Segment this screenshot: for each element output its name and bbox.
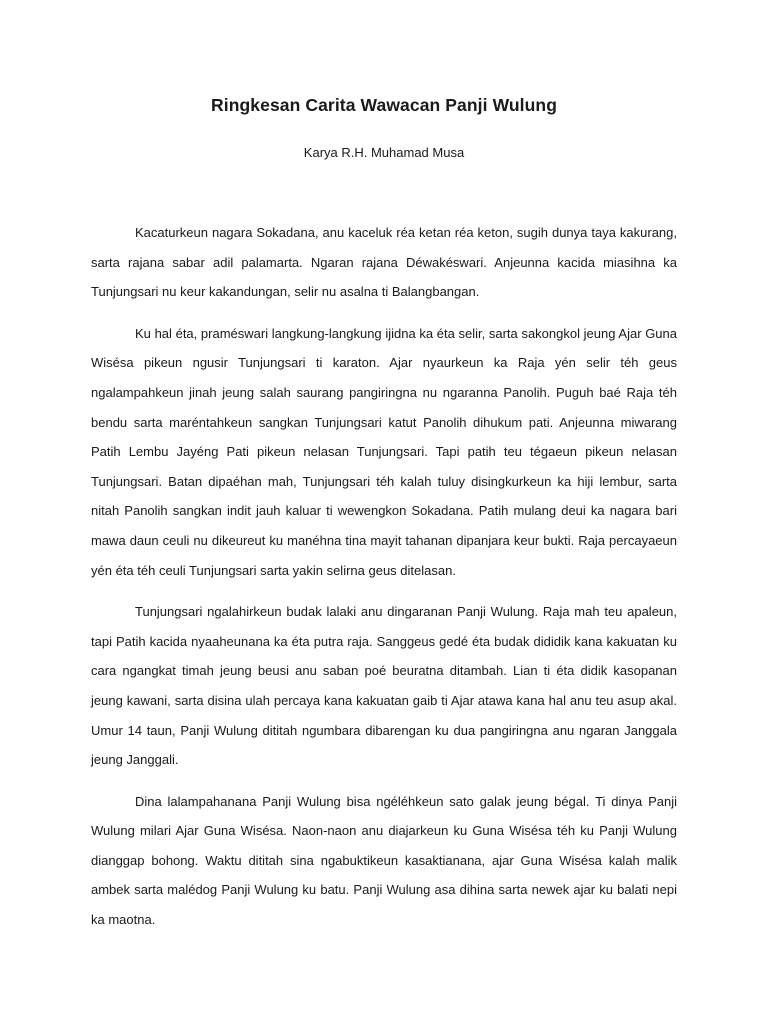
document-author: Karya R.H. Muhamad Musa: [303, 145, 465, 160]
paragraph-2: Ku hal éta, praméswari langkung-langkung ijidna ka éta selir, sarta sakongkol jeung Ajar Guna Wisésa pikeun ngusir Tunjungsari ti karaton. Ajar nyaurkeun ka Raja yén selir téh geus ngalampahkeun jinah jeung salah saurang pangiringna nu ngaranna Panolih. Puguh baé Raja téh bendu sarta maréntahkeun sangkan Tunjungsari katut Panolih dihukum pati. Anjeunna miwarang Patih Lembu Jayéng Pati pikeun nelasan Tunjungsari. Tapi patih teu tégaeun pikeun nelasan Tunjungsari. Batan dipaéhan mah, Tunjungsari téh kalah tuluy disingkurkeun ka hiji lembur, sarta nitah Panolih sangkan indit jauh kaluar ti wewengkon Sokadana. Patih mulang deui ka nagara bari mawa daun ceuli nu dikeureut ku manéhna tina mayit tahanan dipanjara keur bukti. Raja percayaeun yén éta téh ceuli Tunjungsari sarta yakin selirna geus ditelasan.: [91, 325, 677, 578]
document-title: Ringkesan Carita Wawacan Panji Wulung: [211, 95, 557, 115]
paragraph-4: Dina lalampahanana Panji Wulung bisa ngéléhkeun sato galak jeung bégal. Ti dinya Panji Wulung milari Ajar Guna Wisésa. Naon-naon anu diajarkeun ku Guna Wisésa téh ku Panji Wulung dianggap bohong. Waktu dititah sina ngabuktikeun kasaktianana, ajar Guna Wisésa kalah malik ambek sarta malédog Panji Wulung ku batu. Panji Wulung asa dihina sarta newek ajar ku balati nepi ka maotna.: [91, 793, 677, 928]
paragraph-1: Kacaturkeun nagara Sokadana, anu kaceluk réa ketan réa keton, sugih dunya taya kakurang, sarta rajana sabar adil palamarta. Ngaran rajana Déwakéswari. Anjeunna kacida miasihna ka Tunjungsari nu keur kakandungan, selir nu asalna ti Balangbangan.: [91, 225, 677, 300]
paragraph-3: Tunjungsari ngalahirkeun budak lalaki anu dingaranan Panji Wulung. Raja mah teu apaleun, tapi Patih kacida nyaaheunana ka éta putra raja. Sanggeus gedé éta budak dididik kana kakuatan ku cara ngangkat timah jeung beusi anu saban poé beuratna ditambah. Lian ti éta didik kasopanan jeung kawani, sarta disina ulah percaya kana kakuatan gaib ti Ajar atawa kana hal anu teu asup akal. Umur 14 taun, Panji Wulung dititah ngumbara dibarengan ku dua pangiringna anu ngaran Janggala jeung Janggali.: [91, 604, 677, 768]
document-body: [91, 218, 677, 947]
